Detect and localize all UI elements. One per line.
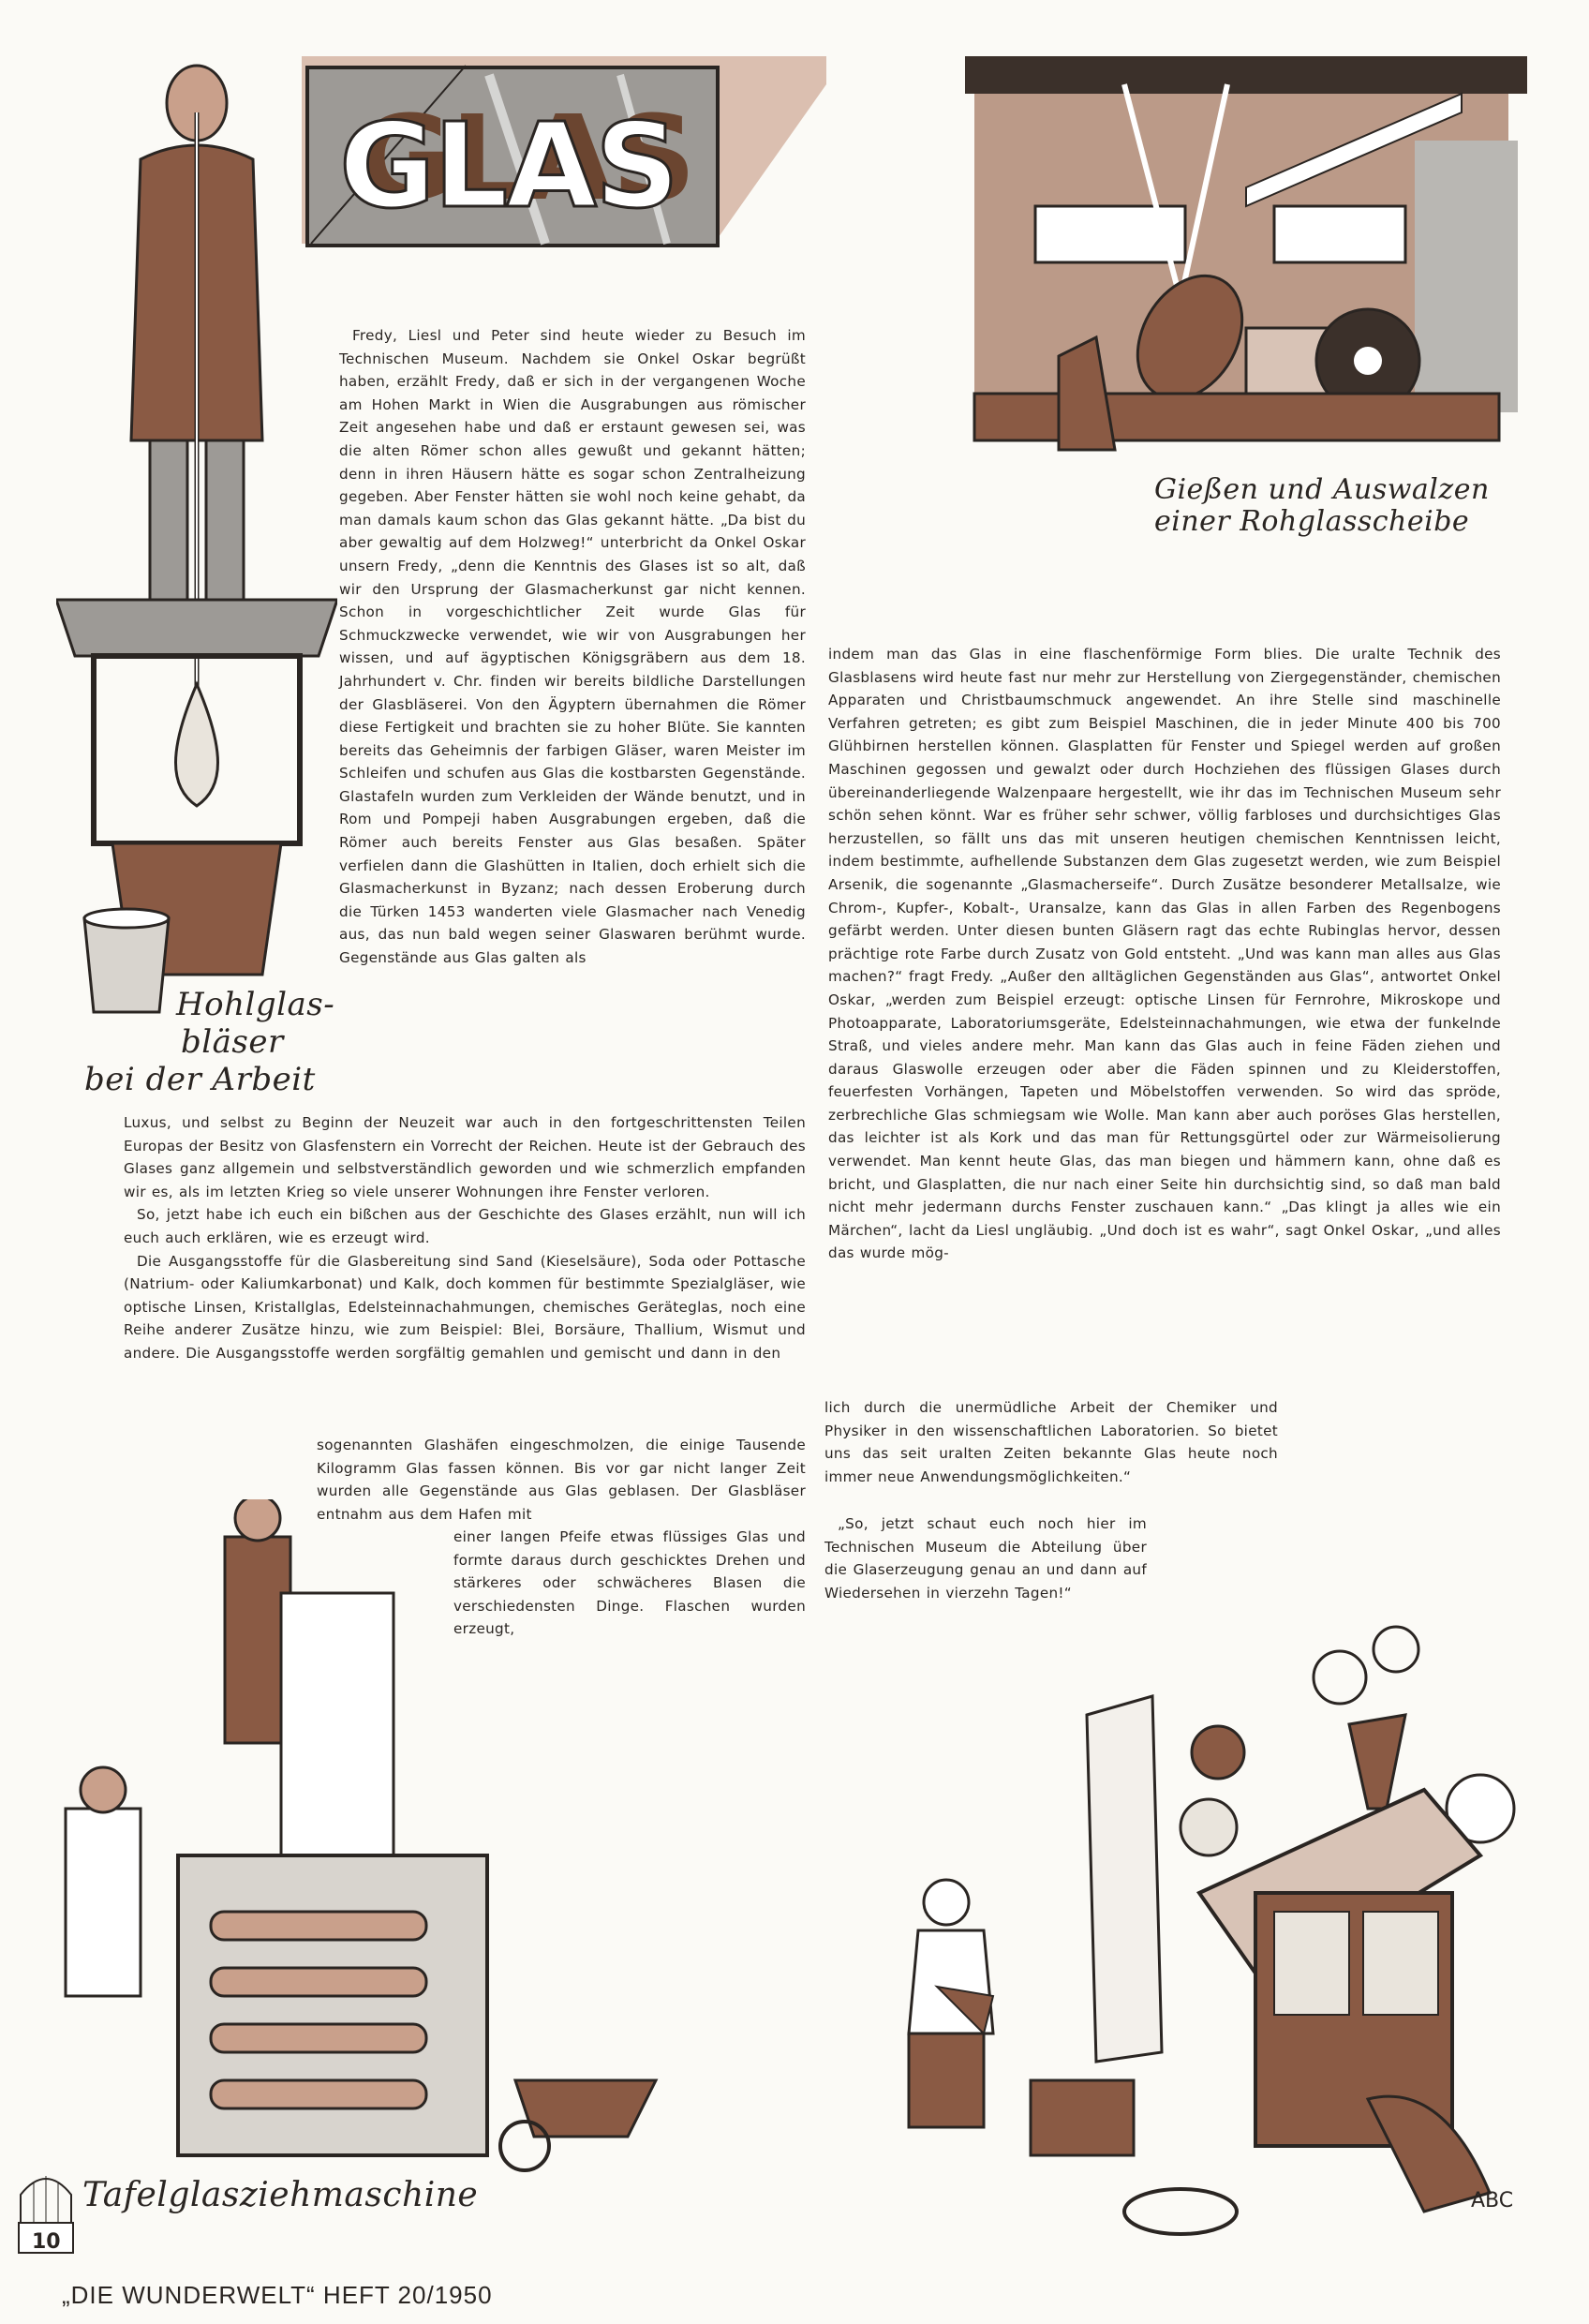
artist-signature: ABC (1471, 2189, 1514, 2212)
caption-casting (1154, 474, 1490, 538)
article-paragraph: indem man das Glas in eine flaschenförmige Form blies. Die uralte Technik des Glasblasens wird heute fast nur mehr zur Herstellung von Ziergegenständer, chemischen Apparaten und Christbaumschmuck angewendet. An ihre Stelle sind maschinelle Verfahren getreten; es gibt zum Beispiel Maschinen, die in jeder Minute 400 bis 700 Glühbirnen herstellen können. Glasplatten für Fenster und Spiegel werden auf großen Maschinen gegossen und gewalzt oder durch Hochziehen des flüssigen Glases durch übereinanderliegende Walzenpaare hergestellt, wie ihr das im Technischen Museum sehr schön sehen könnt. War es früher sehr schwer, völlig farbloses und durchsichtiges Glas herzustellen, so fällt uns das mit unseren heutigen chemischen Kenntnissen leicht, indem bestimmte, aufhellende Substanzen dem Glas zugesetzt werden, wie zum Beispiel Arsenik, die sogenannte „Glasmacherseife“. Durch Zusätze besonderer Metallsalze, wie Chrom-, Kupfer-, Kobalt-, Uransalze, kann das Glas in allen Farben des Regenbogens gefärbt werden. Unter diesen bunten Gläsern ragt das echte Rubinglas hervor, dessen prächtige rote Farbe durch Zusatz von Gold entsteht. „Und was kann man alles aus Glas machen?“ fragt Fredy. „Außer den alltäglichen Gegenständen aus Glas“, antwortet Onkel Oskar, „werden zum Beispiel erzeugt: optische Linsen für Fernrohre, Mikroskope und Photoapparate, Laboratoriumsgeräte, Edelsteinnachahmungen, wie etwa der funkelnde Straß, und vieles andere mehr. Man kann das Glas auch in feine Fäden ziehen und daraus Glaswolle erzeugen oder aber die Fäden spinnen und zu Kleiderstoffen, feuerfesten Vorhängen, Tapeten und Möbelstoffen verwenden. So wird das spröde, zerbrechliche Glas schmiegsam wie Wolle. Man kann aber auch poröses Glas herstellen, das leichter ist als Kork und das man für Rettungsgürtel oder zur Wärmeisolierung verwendet. Man kennt heute Glas, das man biegen und hämmern kann, ohne daß es bricht, und Glasplatten, die nur nach einer Seite hin durchsichtig sind, so daß man bald nicht mehr jedermann durchs Fenster zuschauen kann.“ „Das klingt ja alles wie ein Märchen“, lacht da Liesl ungläubig. „Und doch ist es wahr“, sagt Onkel Oskar, „und alles das wurde mög- (828, 646, 1501, 1262)
mirror (1087, 1696, 1162, 2062)
glasses (1124, 2189, 1237, 2234)
article-column-2-closing (824, 1512, 1147, 1604)
page-title: GLAS (339, 98, 678, 234)
article-column-1-wide (124, 1111, 806, 1365)
wheelbarrow (515, 2080, 656, 2137)
caption-line: Gießen und Auswalzen (1154, 473, 1490, 506)
caption-tafelglasziehmaschine: Tafelglasziehmaschine (82, 2176, 479, 2214)
footer-publication: „DIE WUNDERWELT“ HEFT 20/1950 (62, 2281, 493, 2309)
caption-bei-der-arbeit: bei der Arbeit (84, 1061, 316, 1098)
article-paragraph: Luxus, und selbst zu Beginn der Neuzeit war auch in den fortgeschrittensten Teilen Europas der Besitz von Glasfenstern ein Vorrecht der Reichen. Heute ist der Gebrauch des Glases ganz allgemein und selbstverständlich geworden und wie schmerzlich empfanden wir es, als im letzten Krieg so viele unserer Wohnungen ihre Fenster verloren. (124, 1114, 806, 1200)
glass-sheet (281, 1593, 394, 1855)
ornament-bell (1181, 1799, 1237, 1855)
article-paragraph: „So, jetzt schaut euch noch hier im Technischen Museum die Abteilung über die Glaserzeugung genau an und dann auf Wiedersehen in vierzehn Tagen!“ (824, 1515, 1147, 1601)
article-paragraph: lich durch die unermüdliche Arbeit der Chemiker und Physiker in den wissenschaftlichen Laboratorien. So bietet uns das seit uralten Zeiten bekannte Glas heute noch immer neue Anwendungsmöglichkeiten.“ (824, 1399, 1278, 1485)
article-paragraph: einer langen Pfeife etwas flüssiges Glas und formte daraus durch geschicktes Drehen und stärkeres oder schwächeres Blasen die verschiedensten Dinge. Flaschen wurden erzeugt, (453, 1528, 806, 1638)
glassblower-illustration (56, 37, 337, 993)
title-block (302, 56, 826, 253)
dresser (1031, 2080, 1134, 2155)
caption-hohlglasblaeser (176, 986, 334, 1061)
boy-figure (66, 1809, 141, 1996)
article-paragraph: Fredy, Liesl und Peter sind heute wieder zu Besuch im Technischen Museum. Nachdem sie Onkel Oskar begrüßt haben, erzählt Fredy, daß er sich in der vergangenen Woche am Hohen Markt in Wien die Ausgrabungen aus römischer Zeit angesehen habe und daß er erstaunt gewesen sei, was die alten Römer schon alles gewußt und gekannt hätten; denn in ihren Häusern hätte es sogar schon Zentralheizung gegeben. Aber Fenster hätten sie wohl noch keine gehabt, da man damals kaum schon das Glas gekannt hätte. „Da bist du aber gewaltig auf dem Holzweg!“ unterbricht da Onkel Oskar unsern Fredy, „denn die Kenntnis des Glases ist so alt, daß wir den Ursprung der Glasmacherkunst gar nicht kennen. Schon in vorgeschichtlicher Zeit wurde Glas für Schmuckzwecke verwendet, wie wir von Ausgrabungen her wissen, und auf ägyptischen Königsgräbern aus dem 18. Jahrhundert v. Chr. finden wir bereits bildliche Darstellungen der Glasbläserei. Von den Ägyptern übernahmen die Römer diese Fertigkeit und brachten sie zu hoher Blüte. Sie kannten bereits das Geheimnis der farbigen Gläser, waren Meister im Schleifen und schufen aus Glas die kostbarsten Gegenstände. Glastafeln wurden zum Verkleiden der Wände benutzt, und in Rom und Pompeji haben Ausgrabungen ergeben, daß die Römer auch bereits Fenster aus Glas besaßen. Später verfielen dann die Glashütten in Italien, doch erhielt sich die Glasmacherkunst in Byzanz; nach dessen Eroberung durch die Türken 1453 wanderten viele Glasmacher nach Venedig aus, das nun bald wegen seiner Glaswaren berühmt wurde. Gegenstände aus Glas galten als (339, 327, 806, 967)
article-column-2-narrow (824, 1396, 1278, 1488)
casting-table (974, 394, 1499, 440)
article-paragraph: So, jetzt habe ich euch ein bißchen aus der Geschichte des Glases erzählt, nun will ich euch auch erklären, wie es erzeugt wird. (124, 1206, 806, 1246)
glass-objects-illustration (843, 1593, 1555, 2268)
machine-frame (178, 1855, 487, 2155)
article-column-2-wide (828, 643, 1501, 1265)
article-column-1-narrow (339, 324, 806, 970)
factory-window (1274, 206, 1405, 262)
article-paragraph: sogenannten Glashäfen eingeschmolzen, die einige Tausende Kilogramm Glas fassen können. Bis vor gar nicht langer Zeit wurden alle Gegenstände aus Glas geblasen. Der Glasbläser entnahm aus dem Hafen mit (317, 1437, 806, 1523)
caption-line: Hohlglas- (176, 986, 335, 1023)
caption-line: bläser (181, 1023, 284, 1061)
article-paragraph: Die Ausgangsstoffe für die Glasbereitung sind Sand (Kieselsäure), Soda oder Pottasche (Natrium- oder Kaliumkarbonat) und Kalk, doch kommen für bestimmte Spezialgläser, wie optische Linsen, Kristallglas, Edelsteinnachahmungen, chemisches Geräteglas, noch eine Reihe anderer Zusätze hinzu, wie zum Beispiel: Blei, Borsäure, Thallium, Wismut und andere. Die Ausgangsstoffe werden sorgfältig gemahlen und gemischt und dann in den (124, 1252, 806, 1362)
flower-vase (1314, 1627, 1418, 1809)
bucket-icon (75, 900, 178, 1021)
sheet-glass-machine-illustration (56, 1499, 768, 2183)
caption-line: einer Rohglasscheibe (1154, 505, 1470, 538)
page-number: 10 (32, 2230, 61, 2254)
lady-figure (909, 1880, 993, 2127)
casting-illustration (937, 56, 1537, 459)
ornament-ball (1192, 1726, 1244, 1779)
